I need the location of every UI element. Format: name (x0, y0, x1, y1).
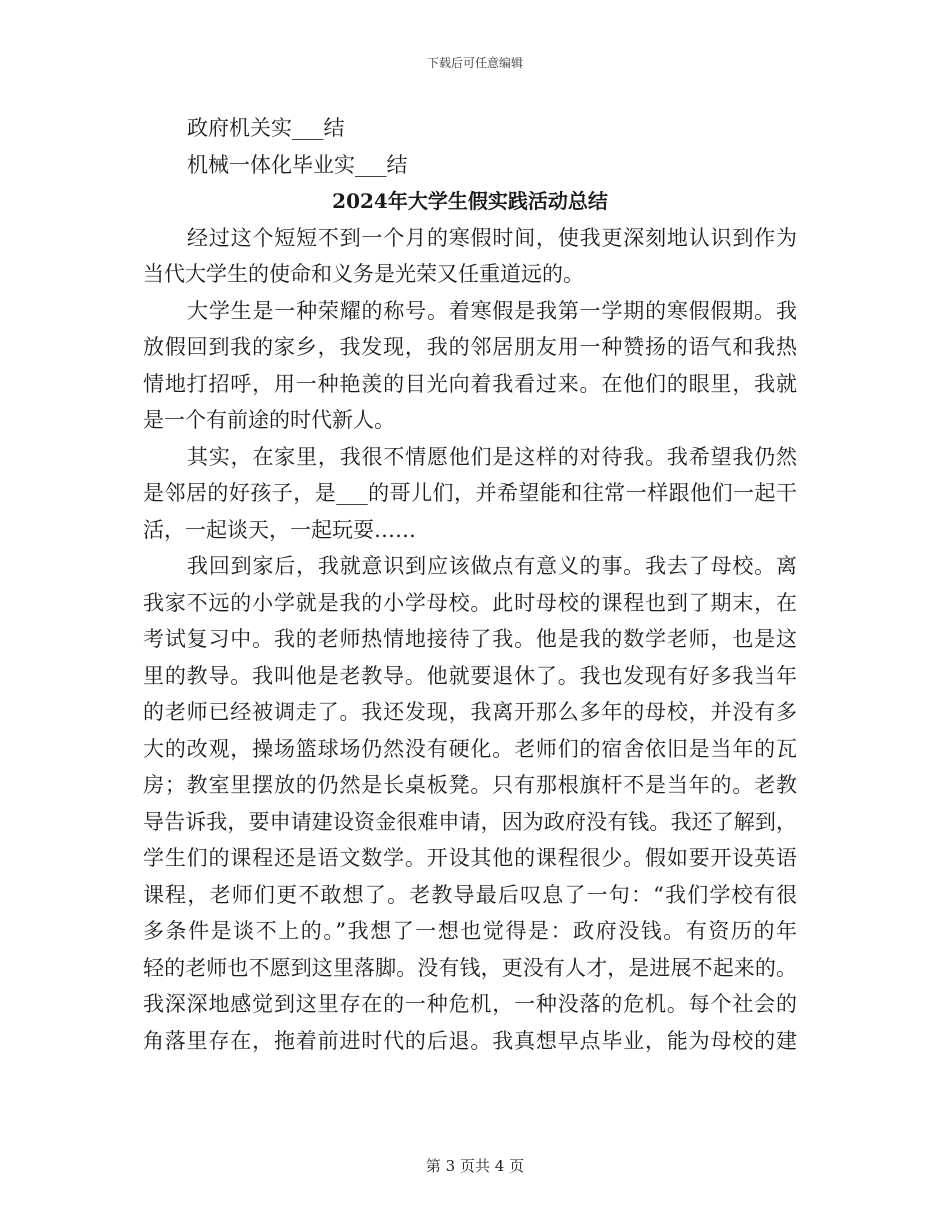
paragraph (143, 548, 797, 1059)
paragraph-line: 学生们的课程还是语文数学。开设其他的课程很少。假如要开设英语 (143, 846, 797, 870)
paragraph-line: 大的改观，操场篮球场仍然没有硬化。老师们的宿舍依旧是当年的瓦 (143, 736, 797, 761)
paragraph-line: 其实，在家里，我很不情愿他们是这样的对待我。我希望我仍然 (187, 444, 797, 469)
paragraph-line: 我回到家后，我就意识到应该做点有意义的事。我去了母校。离 (187, 554, 797, 578)
document-body (143, 110, 797, 1059)
paragraph-line: 活，一起谈天，一起玩耍…… (143, 517, 416, 542)
paragraph-line: 是一个有前途的时代新人。 (143, 408, 395, 432)
paragraph (143, 439, 797, 549)
paragraph-line: 课程，老师们更不敢想了。老教导最后叹息了一句：“我们学校有很 (143, 882, 797, 907)
paragraph-line: 我家不远的小学就是我的小学母校。此时母校的课程也到了期末，在 (143, 590, 797, 615)
paragraph-line: 房；教室里摆放的仍然是长桌板凳。只有那根旗杆不是当年的。老教 (143, 773, 797, 797)
paragraph-line: 里的教导。我叫他是老教导。他就要退休了。我也发现有好多我当年 (143, 663, 797, 688)
paragraph (143, 293, 797, 439)
top-line: 政府机关实___结 (187, 116, 345, 140)
paragraph-line: 多条件是谈不上的。”我想了一想也觉得是：政府没钱。有资历的年 (143, 919, 797, 943)
paragraph-line: 当代大学生的使命和义务是光荣又任重道远的。 (143, 262, 584, 286)
document-title: 2024年大学生假实践活动总结 (332, 189, 608, 213)
paragraph-line: 角落里存在，拖着前进时代的后退。我真想早点毕业，能为母校的建 (143, 1028, 797, 1053)
paragraph-line: 大学生是一种荣耀的称号。着寒假是我第一学期的寒假假期。我 (187, 298, 797, 323)
paragraph-line: 轻的老师也不愿到这里落脚。没有钱，更没有人才，是进展不起来的。 (143, 955, 797, 980)
paragraph-line: 考试复习中。我的老师热情地接待了我。他是我的数学老师，也是这 (143, 627, 797, 651)
paragraph-line: 经过这个短短不到一个月的寒假时间，使我更深刻地认识到作为 (187, 225, 797, 250)
paragraph-line: 导告诉我，要申请建设资金很难申请，因为政府没有钱。我还了解到， (143, 809, 797, 834)
paragraph-line: 放假回到我的家乡，我发现，我的邻居朋友用一种赞扬的语气和我热 (143, 335, 797, 359)
paragraph (143, 220, 797, 293)
paragraph-line: 我深深地感觉到这里存在的一种危机，一种没落的危机。每个社会的 (143, 992, 797, 1016)
top-line: 机械一体化毕业实___结 (187, 152, 408, 177)
page-footer: 第 3 页共 4 页 (425, 1157, 525, 1175)
paragraph-line: 的老师已经被调走了。我还发现，我离开那么多年的母校，并没有多 (143, 700, 797, 724)
page-header: 下载后可任意编辑 (426, 56, 523, 70)
paragraph-line: 情地打招呼，用一种艳羡的目光向着我看过来。在他们的眼里，我就 (143, 371, 797, 396)
paragraph-line: 是邻居的好孩子，是___的哥儿们，并希望能和往常一样跟他们一起干 (143, 481, 797, 505)
